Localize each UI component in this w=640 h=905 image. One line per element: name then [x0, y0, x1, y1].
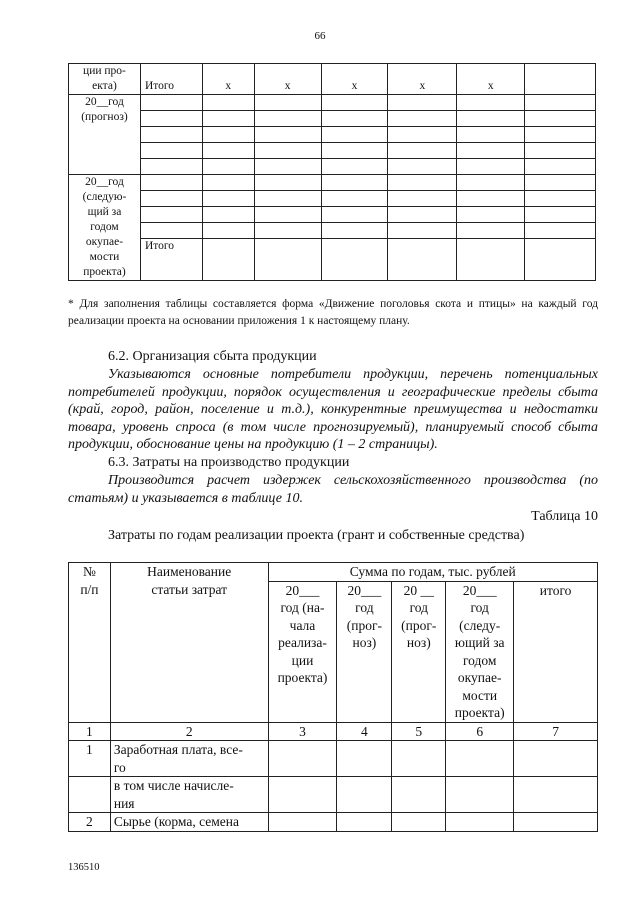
row-name: Заработная плата, все- го — [110, 741, 268, 777]
col-number: 3 — [268, 722, 337, 741]
table-title: Затраты по годам реализации проекта (грант и собственные средства) — [108, 528, 525, 543]
row-num: 2 — [69, 813, 111, 832]
cross-mark: х — [321, 64, 388, 95]
document-code: 136510 — [68, 862, 100, 873]
cross-mark: х — [254, 64, 321, 95]
section-6-3-text: Производится расчет издержек сельскохозяйственного производства (по статьям) и указывается в таблице 10. — [68, 473, 598, 506]
col-header-year: 20___ год (на- чала реализа- ции проекта) — [268, 581, 337, 722]
cross-mark: х — [457, 64, 525, 95]
section-6-2-text: Указываются основные потребители продукции, перечень потенциальных потребителей продукции, порядок осуществления и географические пределы сбыта (край, город, район, поселение и т.д.), конкурентные преимущества и недостатки товара, уровень спроса (в том числе прогнозируемый), планируемый способ сбыта продукции, обоснование цены на продукцию (1 – 2 страницы). — [68, 367, 598, 452]
costs-table — [68, 562, 598, 832]
col-header-sum: Сумма по годам, тыс. рублей — [268, 563, 597, 582]
livestock-table-continuation — [68, 63, 596, 281]
col-number: 7 — [514, 722, 598, 741]
row-label: ции про- екта) — [69, 64, 141, 95]
page-number: 66 — [314, 30, 326, 42]
cross-mark: х — [388, 64, 457, 95]
row-num — [69, 777, 111, 813]
total-label: Итого — [140, 239, 202, 281]
payback-year-label: 20__год (следую- щий за годом окупае- мости проекта) — [69, 175, 141, 281]
col-number: 5 — [392, 722, 446, 741]
col-header-year: 20 __ год (прог- ноз) — [392, 581, 446, 722]
total-label: Итого — [140, 64, 202, 95]
col-header-num: № п/п — [69, 563, 111, 723]
cross-mark: х — [202, 64, 254, 95]
row-name: Сырье (корма, семена — [110, 813, 268, 832]
col-number: 1 — [69, 722, 111, 741]
section-6-2-heading: 6.2. Организация сбыта продукции — [108, 349, 317, 364]
table-label: Таблица 10 — [531, 509, 598, 524]
col-number: 6 — [446, 722, 514, 741]
col-header-year: 20___ год (прог- ноз) — [337, 581, 392, 722]
footnote: * Для заполнения таблицы составляется форма «Движение поголовья скота и птицы» на каждый год реализации проекта на основании приложения 1 к настоящему плану. — [68, 298, 598, 327]
col-header-total: итого — [514, 581, 598, 722]
col-number: 4 — [337, 722, 392, 741]
col-header-name: Наименование статьи затрат — [110, 563, 268, 723]
row-num: 1 — [69, 741, 111, 777]
forecast-year-label: 20__год (прогноз) — [69, 95, 141, 175]
col-number: 2 — [110, 722, 268, 741]
section-6-3-heading: 6.3. Затраты на производство продукции — [108, 455, 350, 470]
col-header-year: 20___ год (следу- ющий за годом окупае- мости проекта) — [446, 581, 514, 722]
row-name: в том числе начисле- ния — [110, 777, 268, 813]
